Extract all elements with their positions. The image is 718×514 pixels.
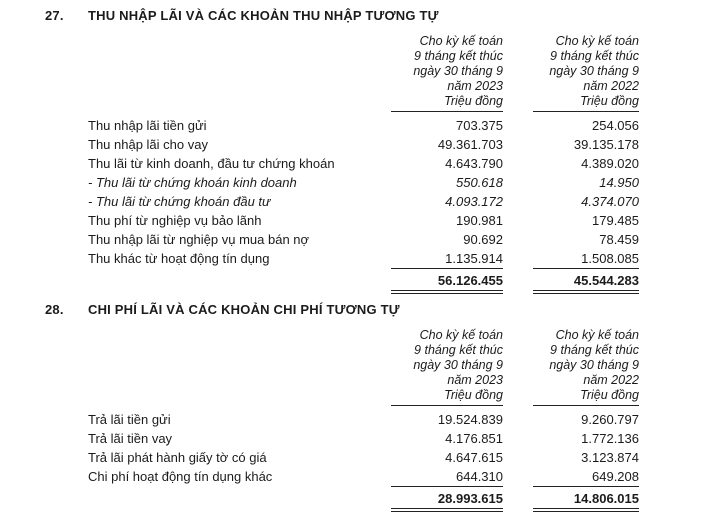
table-row: [88, 135, 639, 154]
table-row: [88, 448, 639, 467]
value-2022: 1.772.136: [581, 431, 639, 446]
column-header-2022: [533, 34, 639, 112]
period-line: ngày 30 tháng 9: [413, 358, 503, 372]
row-label: Thu khác từ hoạt động tín dụng: [88, 251, 270, 266]
value-2022: 4.389.020: [581, 156, 639, 171]
period-line: năm 2023: [447, 373, 503, 387]
value-2023: 19.524.839: [437, 412, 503, 427]
value-2023: 90.692: [463, 232, 503, 247]
total-2023: 28.993.615: [391, 489, 503, 512]
period-line: ngày 30 tháng 9: [549, 64, 639, 78]
value-2022: 254.056: [592, 118, 639, 133]
section-heading: [45, 8, 718, 26]
unit-label: Triệu đồng: [444, 388, 503, 402]
value-2023: 4.093.172: [445, 194, 503, 209]
value-2023: 190.981: [456, 213, 503, 228]
period-line: 9 tháng kết thúc: [550, 343, 639, 357]
total-label: [88, 489, 391, 512]
value-2022: 39.135.178: [573, 137, 639, 152]
value-2023: 4.176.851: [445, 431, 503, 446]
row-label: Trả lãi phát hành giấy tờ có giá: [88, 450, 267, 465]
table-row-subitem: [88, 173, 639, 192]
value-2023: 550.618: [456, 175, 503, 190]
row-label: Thu nhập lãi tiền gửi: [88, 118, 207, 133]
value-2022: 9.260.797: [581, 412, 639, 427]
period-line: 9 tháng kết thúc: [414, 49, 503, 63]
table-row: [88, 410, 639, 429]
value-2022: 14.950: [599, 175, 639, 190]
header-spacer: [503, 328, 533, 406]
row-label: - Thu lãi từ chứng khoán kinh doanh: [88, 175, 297, 190]
value-2023: 49.361.703: [437, 137, 503, 152]
table-row: [88, 429, 639, 448]
note-27-interest-income-section: [0, 8, 718, 294]
unit-label: Triệu đồng: [444, 94, 503, 108]
value-2022: 4.374.070: [581, 194, 639, 209]
column-header-2023: [391, 328, 503, 406]
section-number: 27.: [45, 8, 64, 23]
period-line: Cho kỳ kế toán: [555, 328, 639, 342]
value-2022: 78.459: [599, 232, 639, 247]
table-row: [88, 116, 639, 135]
total-2023: 56.126.455: [391, 271, 503, 294]
header-spacer: [503, 34, 533, 112]
section-number: 28.: [45, 302, 64, 317]
column-header-2022: [533, 328, 639, 406]
row-label: Thu phí từ nghiệp vụ bảo lãnh: [88, 213, 262, 228]
unit-label: Triệu đồng: [580, 94, 639, 108]
period-line: ngày 30 tháng 9: [549, 358, 639, 372]
total-2022: 45.544.283: [533, 271, 639, 294]
table-row: [88, 154, 639, 173]
unit-label: Triệu đồng: [580, 388, 639, 402]
section-title: CHI PHÍ LÃI VÀ CÁC KHOẢN CHI PHÍ TƯƠNG TỰ: [88, 302, 400, 317]
header-spacer: [88, 34, 391, 112]
value-2022: 179.485: [592, 213, 639, 228]
table-row: [88, 230, 639, 249]
value-2023: 644.310: [391, 467, 503, 487]
row-label: - Thu lãi từ chứng khoán đầu tư: [88, 194, 271, 209]
period-line: năm 2022: [583, 373, 639, 387]
header-spacer: [88, 328, 391, 406]
note-28-interest-expense-section: [0, 302, 718, 512]
section-title: THU NHẬP LÃI VÀ CÁC KHOẢN THU NHẬP TƯƠNG TỰ: [88, 8, 439, 23]
row-label: Thu nhập lãi cho vay: [88, 137, 208, 152]
period-line: Cho kỳ kế toán: [419, 328, 503, 342]
table-row: [88, 211, 639, 230]
table-row: [88, 249, 639, 269]
total-label: [88, 271, 391, 294]
value-2023: 1.135.914: [391, 249, 503, 269]
period-line: 9 tháng kết thúc: [550, 49, 639, 63]
row-label: Thu lãi từ kinh doanh, đầu tư chứng khoán: [88, 156, 335, 171]
value-2022: 649.208: [533, 467, 639, 487]
section-heading: [45, 302, 718, 320]
column-headers: [88, 34, 639, 112]
period-line: Cho kỳ kế toán: [419, 34, 503, 48]
column-headers: [88, 328, 639, 406]
value-2023: 4.647.615: [445, 450, 503, 465]
note-28-rows: [0, 410, 718, 487]
period-line: Cho kỳ kế toán: [555, 34, 639, 48]
note-28-total-row: [88, 489, 639, 512]
period-line: năm 2023: [447, 79, 503, 93]
row-label: Thu nhập lãi từ nghiệp vụ mua bán nợ: [88, 232, 310, 247]
note-27-rows: [0, 116, 718, 269]
period-line: 9 tháng kết thúc: [414, 343, 503, 357]
row-label: Chi phí hoạt động tín dụng khác: [88, 469, 273, 484]
period-line: ngày 30 tháng 9: [413, 64, 503, 78]
value-2023: 4.643.790: [445, 156, 503, 171]
table-row: [88, 467, 639, 487]
column-header-2023: [391, 34, 503, 112]
table-row-subitem: [88, 192, 639, 211]
value-2023: 703.375: [456, 118, 503, 133]
value-2022: 3.123.874: [581, 450, 639, 465]
row-label: Trả lãi tiền gửi: [88, 412, 171, 427]
note-27-total-row: [88, 271, 639, 294]
total-2022: 14.806.015: [533, 489, 639, 512]
value-2022: 1.508.085: [533, 249, 639, 269]
row-label: Trả lãi tiền vay: [88, 431, 173, 446]
period-line: năm 2022: [583, 79, 639, 93]
